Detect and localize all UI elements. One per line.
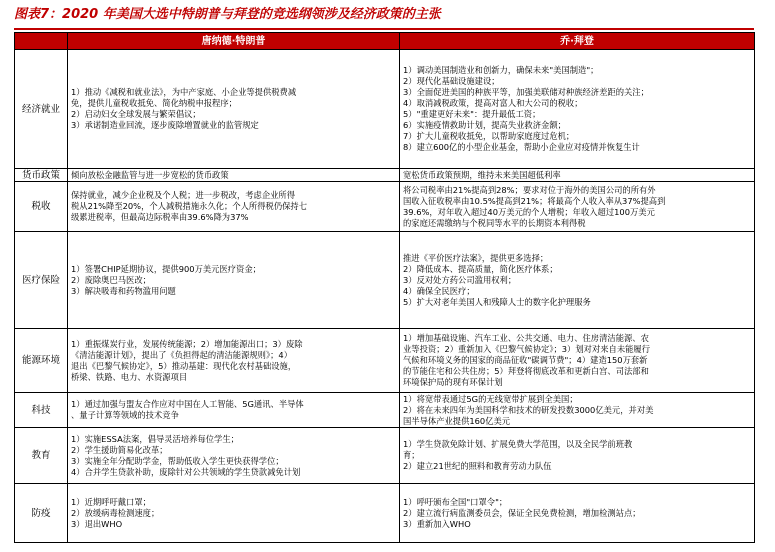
biden-policy-line: 3）全面促进美国的种族平等，加强美联储对种族经济差距的关注； [403, 87, 649, 97]
biden-policy-line: 1）调动美国制造业和创新力，确保未来"美国制造"； [403, 65, 599, 75]
row-category: 货币政策 [15, 169, 68, 182]
biden-policy-line: 2）降低成本、提高质量，简化医疗体系； [403, 263, 558, 274]
trump-policy-line: 级累进税率，但最高边际税率由39.6%降为37% [71, 212, 249, 222]
row-category: 科技 [15, 393, 68, 428]
row-category: 防疫 [15, 484, 68, 543]
table-row [15, 393, 755, 428]
biden-policy-line: 3）重新加入WHO [403, 518, 471, 529]
biden-policy-line: 的节能住宅和公共住房；5）拜登将彻底改革和更新白宫、司法部和 [403, 366, 649, 376]
biden-policy-line: 4）取消减税政策，提高对富人和大公司的税收； [403, 98, 583, 108]
biden-policy-line: 环境保护局的现有环保计划 [403, 377, 503, 387]
table-row [15, 50, 755, 169]
biden-policy-line: 5）扩大对老年美国人和残障人士的数字化护理服务 [403, 296, 591, 307]
trump-policy-cell [68, 50, 400, 169]
biden-policy-line: 8）建立600亿的小型企业基金，帮助小企业应对疫情并恢复生计 [403, 142, 640, 152]
trump-policy-cell [68, 428, 400, 484]
biden-policy-line: 7）扩大儿童税收抵免，以帮助家庭度过危机； [403, 131, 575, 141]
biden-policy-line: 4）确保全民医疗； [403, 285, 475, 296]
trump-policy-line: 3）解决吸毒和药物滥用问题 [71, 285, 176, 296]
table-row [15, 169, 755, 182]
trump-policy-line: 2）放缓病毒检测速度； [71, 507, 160, 518]
header-biden: 乔·拜登 [400, 33, 755, 50]
biden-policy-line: 推进《平价医疗法案》，提供更多选择； [403, 252, 549, 263]
trump-policy-line: 1）重振煤炭行业，发展传统能源；2）增加能源出口；3）废除 [71, 338, 303, 349]
trump-policy-line: 1）近期呼吁戴口罩； [71, 496, 151, 507]
trump-policy-line: 保持就业，减少企业税及个人税；进一步税改，考虑企业所得 [71, 190, 296, 200]
trump-policy-line: 3）承诺制造业回流，逐步废除増置就业的监管规定 [71, 120, 259, 130]
row-category: 教育 [15, 428, 68, 484]
trump-policy-line: 税从21%降至20%，个人减税措施永久化；个人所得税仍保持七 [71, 201, 308, 211]
trump-policy-line: 2）启动妇女全球发展与繁荣倡议； [71, 109, 201, 119]
trump-policy-line: 1）推动《减税和就业法》，为中产家庭、小企业等提供税费减 [71, 87, 297, 97]
row-category: 能源环境 [15, 329, 68, 393]
biden-policy-line: 宽松货币政策预期，维持未来美国超低利率 [403, 169, 561, 180]
biden-policy-line: 6）实施疫情救助计划，提高失业救济金额； [403, 120, 566, 130]
biden-policy-line: 育； [403, 450, 420, 460]
row-category: 经济就业 [15, 50, 68, 169]
trump-policy-line: 3）退出WHO [71, 518, 123, 529]
trump-policy-line: 1）通过加强与盟友合作应对中国在人工智能、5G通讯、半导体 [71, 399, 304, 409]
policy-table [14, 32, 755, 543]
policy-table-body [15, 50, 755, 543]
biden-policy-line: 2）建立流行病监测委员会，保证全民免费检测，增加检测站点； [403, 507, 641, 518]
biden-policy-cell [400, 169, 755, 182]
header-category [15, 33, 68, 50]
trump-policy-line: 1）签署CHIP延期协议，提供900万美元医疗资金； [71, 263, 261, 274]
biden-policy-line: 3）反对处方药公司滥用权利； [403, 274, 517, 285]
trump-policy-line: 倾向放松金融监管与进一步宽松的货币政策 [71, 169, 229, 180]
trump-policy-line: 4）合并学生贷款补助，废除针对公共领域的学生贷款减免计划 [71, 466, 301, 477]
trump-policy-line: 、量子计算等领域的技术竞争 [71, 410, 179, 420]
biden-policy-line: 2）现代化基础设施建设； [403, 76, 500, 86]
biden-policy-line: 业等投资；2）重新加入《巴黎气候协定》；3）划对对来自未能履行 [403, 344, 651, 354]
biden-policy-line: 的家庭还需缴纳与个税同等水平的长期资本利得税 [403, 217, 586, 228]
biden-policy-line: 国半导体产业提供160亿美元 [403, 415, 511, 426]
biden-policy-line: 1）增加基础设施、汽车工业、公共交通、电力、住房清洁能源、农 [403, 333, 649, 343]
table-row [15, 484, 755, 543]
header-trump: 唐纳德·特朗普 [68, 33, 400, 50]
biden-policy-cell [400, 393, 755, 428]
biden-policy-line: 国收入征收税率由10.5%提高到21%；将最高个人收入率从37%提高到 [403, 195, 666, 206]
biden-policy-cell [400, 50, 755, 169]
trump-policy-cell [68, 169, 400, 182]
table-row [15, 182, 755, 232]
biden-policy-line: 5）"重建更好未来"：提升最低工资； [403, 109, 541, 119]
table-header-row [15, 33, 755, 50]
biden-policy-line: 将公司税率由21%提高到28%；要求对位于海外的美国公司的所有外 [403, 184, 656, 195]
trump-policy-line: 1）实施ESSA法案，倡导灵活培养每位学生； [71, 433, 239, 444]
trump-policy-cell [68, 484, 400, 543]
table-row [15, 232, 755, 329]
row-category: 税收 [15, 182, 68, 232]
biden-policy-line: 39.6%，对年收入超过40万美元的个人增税；年收入超过100万美元 [403, 206, 655, 217]
biden-policy-line: 2）将在未来四年为美国科学和技术的研发投数3000亿美元，并对美 [403, 404, 654, 415]
trump-policy-cell [68, 182, 400, 232]
table-row [15, 329, 755, 393]
row-category: 医疗保险 [15, 232, 68, 329]
biden-policy-line: 2）建立21世纪的照料和教育劳动力队伍 [403, 461, 552, 471]
trump-policy-cell [68, 232, 400, 329]
biden-policy-line: 1）呼吁颁布全国"口罩令"； [403, 496, 508, 507]
trump-policy-line: 退出《巴黎气候协定》，5）推动基建：现代化农村基础设施， [71, 360, 297, 371]
biden-policy-line: 气候和环境义务的国家的商品征收"碳调节费"；4）建造150万套新 [403, 355, 648, 365]
figure-title: 图表7：2020 年美国大选中特朗普与拜登的竞选纲领涉及经济政策的主张 [14, 7, 441, 22]
trump-policy-cell [68, 393, 400, 428]
trump-policy-line: 2）学生援助简易化改革； [71, 444, 168, 455]
title-rule [14, 28, 754, 30]
trump-policy-line: 免，提供儿童税收抵免、简化纳税申报程序； [71, 98, 237, 108]
trump-policy-line: 2）废除奥巴马医改； [71, 274, 151, 285]
biden-policy-cell [400, 428, 755, 484]
biden-policy-cell [400, 484, 755, 543]
trump-policy-line: 《清洁能源计划》，提出了《负担得起的清洁能源规则》；4） [71, 349, 292, 360]
trump-policy-cell [68, 329, 400, 393]
biden-policy-line: 1）学生贷款免除计划、扩展免费大学范围，以及全民学前班教 [403, 439, 633, 449]
trump-policy-line: 桥梁、铁路、电力、水资源项目 [71, 371, 188, 382]
table-row [15, 428, 755, 484]
trump-policy-line: 3）实施全年分配助学金，帮助低收入学生更快获得学位； [71, 455, 284, 466]
biden-policy-cell [400, 182, 755, 232]
biden-policy-line: 1）将宽带表通过5G的无线宽带扩展到全美国； [403, 393, 578, 404]
biden-policy-cell [400, 329, 755, 393]
biden-policy-cell [400, 232, 755, 329]
